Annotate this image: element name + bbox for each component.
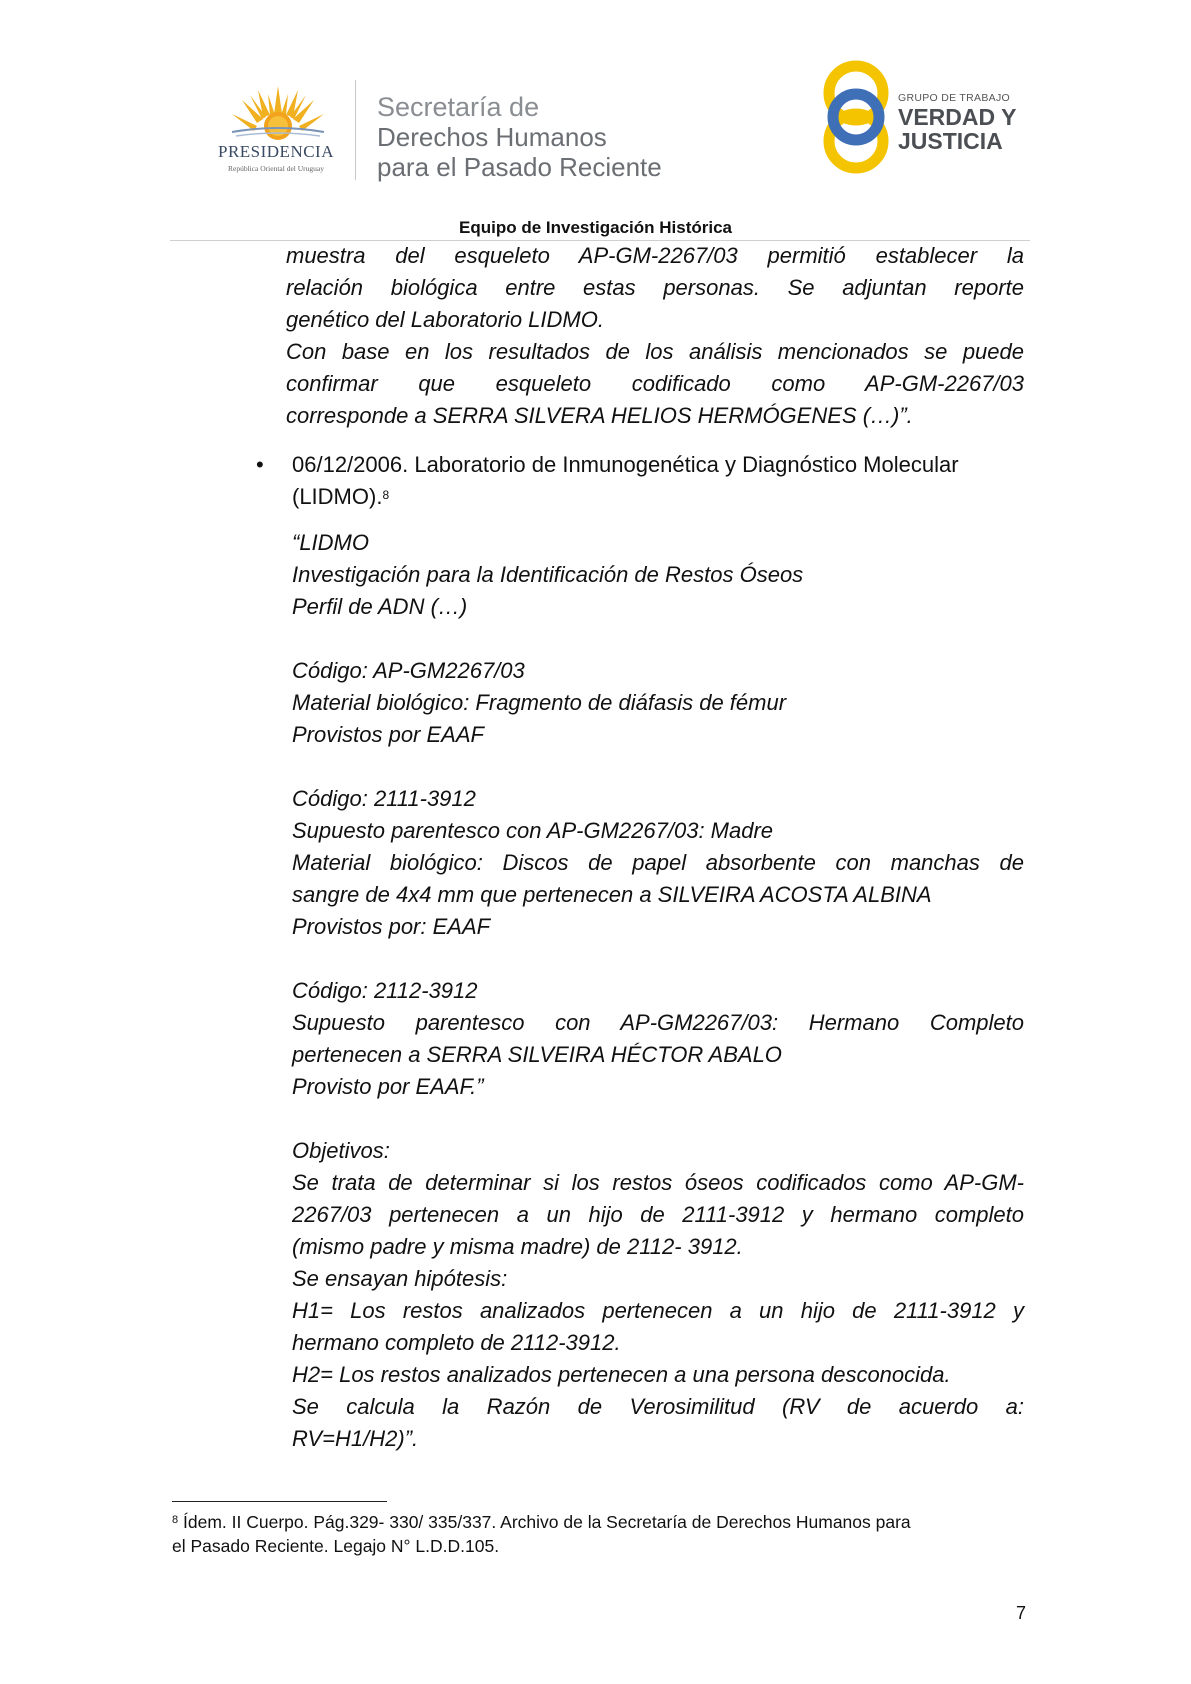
header-divider: [355, 80, 356, 180]
lidmo-line: Perfil de ADN (…): [292, 594, 468, 619]
footnote-text: Ídem. II Cuerpo. Pág.329- 330/ 335/337. Archivo de la Secretaría de Derechos Humanos para: [183, 1512, 911, 1532]
quote-line: genético del Laboratorio LIDMO.: [286, 307, 604, 332]
quote-line: muestra del esqueleto AP-GM-2267/03 permitió establecer la: [286, 243, 1024, 268]
presidencia-subtitle: República Oriental del Uruguay: [227, 164, 324, 173]
footnote-reference[interactable]: 8: [382, 488, 390, 502]
interlocked-rings-icon: [822, 55, 898, 185]
page-number: 7: [1016, 1603, 1027, 1623]
sun-emblem-icon: [196, 80, 356, 142]
lidmo-line: 2267/03 pertenecen a un hijo de 2111-3912 y hermano completo: [292, 1202, 1024, 1227]
lidmo-line: Provistos por EAAF: [292, 722, 484, 747]
footnote-rule: [172, 1501, 387, 1502]
bullet-text: 06/12/2006. Laboratorio de Inmunogenética y Diagnóstico Molecular: [292, 452, 959, 477]
team-title: Equipo de Investigación Histórica: [459, 218, 732, 237]
secretaria-line: Secretaría de: [377, 92, 540, 122]
gvj-justicia-label: JUSTICIA: [898, 128, 1003, 154]
lidmo-line: Se trata de determinar si los restos óseos codificados como AP-GM-: [292, 1170, 1024, 1195]
footnote-line: el Pasado Reciente. Legajo N° L.D.D.105.: [172, 1536, 500, 1556]
lidmo-line: Provistos por: EAAF: [292, 914, 491, 939]
quote-line: confirmar que esqueleto codificado como AP-GM-2267/03: [286, 371, 1024, 396]
gvj-group-label: GRUPO DE TRABAJO: [898, 92, 1010, 104]
lidmo-line: Provisto por EAAF.”: [292, 1074, 484, 1099]
lidmo-line: Objetivos:: [292, 1138, 390, 1163]
presidencia-logo: [196, 80, 356, 180]
secretaria-line: Derechos Humanos: [377, 122, 607, 152]
lidmo-line: Material biológico: Discos de papel absorbente con manchas de: [292, 850, 1024, 875]
lidmo-line: Supuesto parentesco con AP-GM2267/03: Madre: [292, 818, 774, 843]
lidmo-line: Investigación para la Identificación de Restos Óseos: [292, 562, 804, 587]
secretaria-line: para el Pasado Reciente: [377, 152, 662, 182]
lidmo-line: hermano completo de 2112-3912.: [292, 1330, 621, 1355]
quote-line: relación biológica entre estas personas. Se adjuntan reporte: [286, 275, 1024, 300]
lidmo-line: sangre de 4x4 mm que pertenecen a SILVEIRA ACOSTA ALBINA: [292, 882, 932, 907]
lidmo-line: Código: 2112-3912: [292, 978, 478, 1003]
lidmo-line: Se calcula la Razón de Verosimilitud (RV de acuerdo a:: [292, 1394, 1024, 1419]
presidencia-wordmark: PRESIDENCIA: [217, 142, 334, 161]
quote-line: Con base en los resultados de los análisis mencionados se puede: [286, 339, 1024, 364]
lidmo-line: Material biológico: Fragmento de diáfasis de fémur: [292, 690, 787, 715]
verdad-justicia-logo: [822, 55, 1032, 185]
bullet-text-end: (LIDMO).: [292, 484, 383, 509]
lidmo-line: Código: AP-GM2267/03: [292, 658, 525, 683]
bullet-icon: •: [256, 452, 264, 477]
footnote-line: [172, 1510, 911, 1534]
lidmo-line: pertenecen a SERRA SILVEIRA HÉCTOR ABALO: [292, 1042, 782, 1067]
secretaria-title: [377, 92, 662, 182]
bullet-text-line2: [292, 481, 389, 513]
lidmo-line: Se ensayan hipótesis:: [292, 1266, 508, 1291]
lidmo-line: Supuesto parentesco con AP-GM2267/03: Hermano Completo: [292, 1010, 1024, 1035]
lidmo-line: RV=H1/H2)”.: [292, 1426, 419, 1451]
footnote-number: 8: [172, 1514, 179, 1526]
lidmo-line: H2= Los restos analizados pertenecen a una persona desconocida.: [292, 1362, 951, 1387]
lidmo-line: “LIDMO: [292, 530, 369, 555]
lidmo-line: (mismo padre y misma madre) de 2112- 3912.: [292, 1234, 743, 1259]
lidmo-line: H1= Los restos analizados pertenecen a un hijo de 2111-3912 y: [292, 1298, 1024, 1323]
quote-line: corresponde a SERRA SILVERA HELIOS HERMÓGENES (…)”.: [286, 403, 913, 428]
lidmo-line: Código: 2111-3912: [292, 786, 476, 811]
gvj-verdad-label: VERDAD Y: [898, 104, 1017, 130]
